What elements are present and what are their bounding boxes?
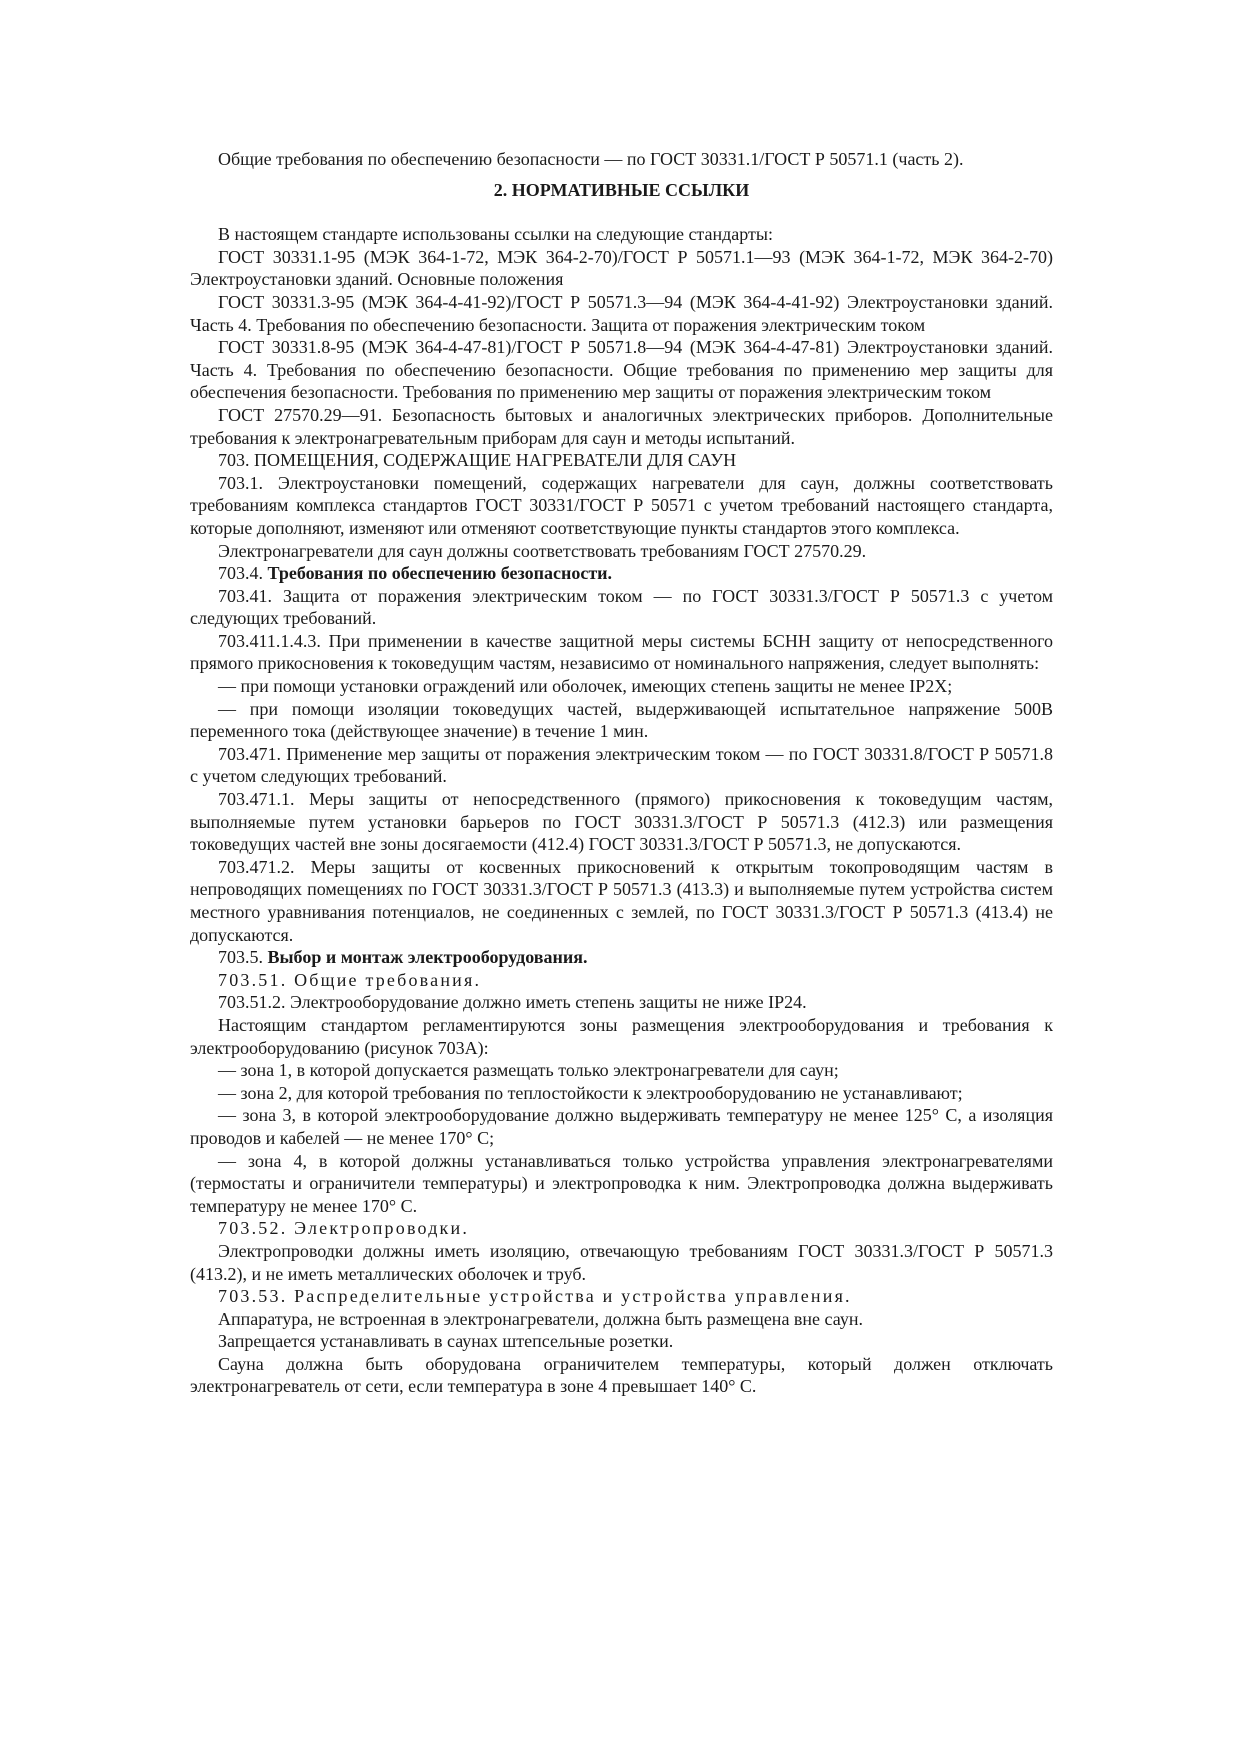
paragraph-sockets: Запрещается устанавливать в саунах штепсельные розетки. xyxy=(218,1331,674,1352)
paragraph-intro: Общие требования по обеспечению безопасности — по ГОСТ 30331.1/ГОСТ Р 50571.1 (часть 2). xyxy=(218,149,964,169)
section-703-title: 703. ПОМЕЩЕНИЯ, СОДЕРЖАЩИЕ НАГРЕВАТЕЛИ ДЛЯ САУН xyxy=(218,450,737,471)
reference-gost-30331-3: ГОСТ 30331.3-95 (МЭК 364-4-41-92)/ГОСТ Р 50571.3—94 (МЭК 364-4-41-92) Электроустановки зданий. Часть 4. Требования по обеспечению безопасности. Защита от поражения электрическим током xyxy=(190,291,1053,335)
list-item-zone-4: — зона 4, в которой должны устанавливаться только устройства управления электронагревателями (термостаты и ограничители температуры) и электропроводка к ним. Электропроводка должна выдерживать температуру не менее 170° С. xyxy=(190,1150,1053,1216)
paragraph-703-4 xyxy=(190,562,1053,585)
paragraph-703-51-2: 703.51.2. Электрооборудование должно иметь степень защиты не ниже IP24. xyxy=(218,992,807,1013)
paragraph-703-52: 703.52. Электропроводки. xyxy=(218,1218,470,1239)
paragraph-703-411: 703.411.1.4.3. При применении в качестве защитной меры системы БСНН защиту от непосредственного прямого прикосновения к токоведущим частям, независимо от номинального напряжения, следует выполнять: xyxy=(190,630,1053,674)
paragraph-apparatus: Аппаратура, не встроенная в электронагреватели, должна быть размещена вне саун. xyxy=(218,1308,863,1329)
paragraph-heaters: Электронагреватели для саун должны соответствовать требованиям ГОСТ 27570.29. xyxy=(218,540,867,561)
list-item-zone-1: — зона 1, в которой допускается размещать только электронагреватели для саун; xyxy=(218,1060,839,1081)
paragraph-zones-intro: Настоящим стандартом регламентируются зоны размещения электрооборудования и требования к электрооборудованию (рисунок 703А): xyxy=(190,1014,1053,1058)
paragraph-references-intro: В настоящем стандарте использованы ссылки на следующие стандарты: xyxy=(218,224,774,245)
list-item-zone-2: — зона 2, для которой требования по теплостойкости к электрооборудованию не устанавливают; xyxy=(218,1082,963,1103)
clause-title-703-4: Требования по обеспечению безопасности. xyxy=(267,563,613,584)
reference-gost-30331-8: ГОСТ 30331.8-95 (МЭК 364-4-47-81)/ГОСТ Р 50571.8—94 (МЭК 364-4-47-81) Электроустановки зданий. Часть 4. Требования по обеспечению безопасности. Общие требования по применению мер защиты для обеспечения безопасности. Требования по применению мер защиты от поражения электрическим током xyxy=(190,337,1053,403)
clause-title-703-5: Выбор и монтаж электрооборудования. xyxy=(267,947,588,968)
paragraph-703-471-2: 703.471.2. Меры защиты от косвенных прикосновений к открытым токопроводящим частям в непроводящих помещениях по ГОСТ 30331.3/ГОСТ Р 50571.3 (413.3) и выполняемые путем устройства систем местного уравнивания потенциалов, не соединенных с землей, по ГОСТ 30331.3/ГОСТ Р 50571.3 (413.4) не допускаются. xyxy=(190,856,1053,945)
reference-gost-30331-1: ГОСТ 30331.1-95 (МЭК 364-1-72, МЭК 364-2-70)/ГОСТ Р 50571.1—93 (МЭК 364-1-72, МЭК 364-2-70) Электроустановки зданий. Основные положения xyxy=(190,246,1053,290)
paragraph-703-53: 703.53. Распределительные устройства и устройства управления. xyxy=(218,1286,852,1307)
list-item-zone-3: — зона 3, в которой электрооборудование должно выдерживать температуру не менее 125° С, а изоляция проводов и кабелей — не менее 170° С; xyxy=(190,1105,1053,1148)
paragraph-temperature-limiter: Сауна должна быть оборудована ограничителем температуры, который должен отключать электронагреватель от сети, если температура в зоне 4 превышает 140° С. xyxy=(190,1353,1053,1397)
paragraph-703-471: 703.471. Применение мер защиты от поражения электрическим током — по ГОСТ 30331.8/ГОСТ Р 50571.8 с учетом следующих требований. xyxy=(190,743,1053,787)
list-item-insulation: — при помощи изоляции токоведущих частей, выдерживающей испытательное напряжение 500В переменного тока (действующее значение) в течение 1 мин. xyxy=(190,698,1053,742)
paragraph-703-5 xyxy=(190,946,1053,969)
paragraph-wiring: Электропроводки должны иметь изоляцию, отвечающую требованиям ГОСТ 30331.3/ГОСТ Р 50571.3 (413.2), и не иметь металлических оболочек и труб. xyxy=(190,1240,1053,1284)
paragraph-703-51: 703.51. Общие требования. xyxy=(218,969,482,990)
paragraph-703-1: 703.1. Электроустановки помещений, содержащих нагреватели для саун, должны соответствовать требованиям комплекса стандартов ГОСТ 30331/ГОСТ Р 50571 с учетом требований настоящего стандарта, которые дополняют, изменяют или отменяют соответствующие пункты стандартов этого комплекса. xyxy=(190,472,1053,538)
reference-gost-27570-29: ГОСТ 27570.29—91. Безопасность бытовых и аналогичных электрических приборов. Дополнительные требования к электронагревательным приборам для саун и методы испытаний. xyxy=(190,404,1053,448)
list-item-enclosures: — при помощи установки ограждений или оболочек, имеющих степень защиты не менее IP2X; xyxy=(218,676,953,697)
clause-number-703-5: 703.5. xyxy=(218,947,268,968)
paragraph-703-471-1: 703.471.1. Меры защиты от непосредственного (прямого) прикосновения к токоведущим частям, выполняемые путем установки барьеров по ГОСТ 30331.3/ГОСТ Р 50571.3 (412.3) или размещения токоведущих частей вне зоны досягаемости (412.4) ГОСТ 30331.3/ГОСТ Р 50571.3, не допускаются. xyxy=(190,789,1053,855)
paragraph-703-41: 703.41. Защита от поражения электрическим током — по ГОСТ 30331.3/ГОСТ Р 50571.3 с учетом следующих требований. xyxy=(190,585,1053,629)
section-heading-2: 2. НОРМАТИВНЫЕ ССЫЛКИ xyxy=(493,179,750,200)
document-page xyxy=(190,148,1053,1398)
clause-number-703-4: 703.4. xyxy=(218,563,268,584)
